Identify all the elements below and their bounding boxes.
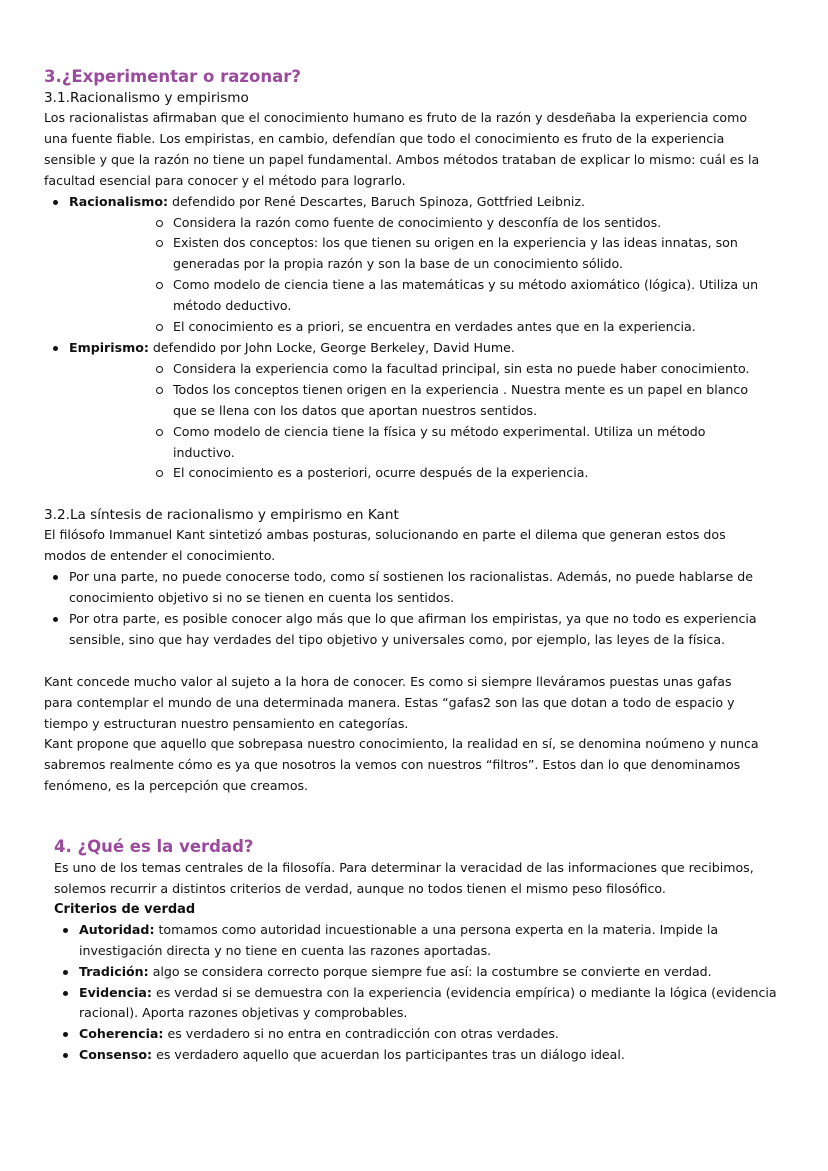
empirismo-label: Empirismo: — [69, 339, 149, 355]
section-4-title: 4. ¿Qué es la verdad? — [54, 837, 254, 856]
list-item-racionalismo — [44, 192, 764, 213]
list-item: Considera la razón como fuente de conocimiento y desconfía de los sentidos. — [148, 213, 764, 234]
empirismo-text: defendido por John Locke, George Berkeley, David Hume. — [148, 339, 515, 355]
doctrine-list — [44, 192, 764, 213]
list-item: Por una parte, no puede conocerse todo, como sí sostienen los racionalistas. Además, no puede hablarse de conocimiento objetivo si no se tienen en cuenta los sentidos. — [44, 567, 764, 609]
criterion-text: algo se considera correcto porque siempre fue así: la costumbre se convierte en verdad. — [148, 963, 712, 979]
criterion-autoridad — [54, 920, 778, 962]
intro-paragraph: Los racionalistas afirmaban que el conocimiento humano es fruto de la razón y desdeñaba la experiencia como una fuente fiable. Los empiristas, en cambio, defendían que todo el conocimiento es fruto de la experiencia sensible y que la razón no tiene un papel fundamental. Ambos métodos trataban de explicar lo mismo: cuál es la facultad esencial para conocer y el método para lograrlo. — [44, 110, 760, 188]
section-experimentar-razonar — [44, 66, 764, 797]
subsection-3-1-title: 3.1.Racionalismo y empirismo — [44, 90, 249, 106]
criterion-label: Tradición: — [79, 963, 149, 979]
verdad-intro-paragraph: Es uno de los temas centrales de la filosofía. Para determinar la veracidad de las informaciones que recibimos, solemos recurrir a distintos criterios de verdad, aunque no todos tienen el mismo peso filosófico. — [54, 860, 754, 896]
criterion-text: es verdad si se demuestra con la experiencia (evidencia empírica) o mediante la lógica (evidencia racional). Aporta razones objetivas y comprobables. — [79, 984, 777, 1021]
criterion-consenso — [54, 1045, 778, 1066]
list-item: Existen dos conceptos: los que tienen su origen en la experiencia y las ideas innatas, son generadas por la propia razón y son la base de un conocimiento sólido. — [148, 233, 764, 275]
criterion-label: Consenso: — [79, 1047, 153, 1063]
racionalismo-sublist — [148, 213, 764, 338]
criterion-text: es verdadero aquello que acuerdan los participantes tras un diálogo ideal. — [152, 1047, 625, 1063]
criterion-label: Evidencia: — [79, 984, 152, 1000]
criterion-tradicion — [54, 962, 778, 983]
doctrine-list — [44, 338, 764, 359]
list-item: Como modelo de ciencia tiene a las matemáticas y su método axiomático (lógica). Utiliza un método deductivo. — [148, 275, 764, 317]
section-que-es-la-verdad — [54, 836, 778, 1066]
criterion-text: es verdadero si no entra en contradicción con otras verdades. — [163, 1026, 559, 1042]
criterion-evidencia — [54, 983, 778, 1025]
kant-intro-paragraph: El filósofo Immanuel Kant sintetizó ambas posturas, solucionando en parte el dilema que generan estos dos modos de entender el conocimiento. — [44, 527, 726, 564]
criterion-label: Coherencia: — [79, 1026, 164, 1042]
list-item: Todos los conceptos tienen origen en la experiencia . Nuestra mente es un papel en blanco que se llena con los datos que aportan nuestros sentidos. — [148, 380, 764, 422]
kant-paragraph-2: Kant propone que aquello que sobrepasa nuestro conocimiento, la realidad en sí, se denomina noúmeno y nunca sabremos realmente cómo es ya que nosotros la vemos con nuestros “filtros”. Estos dan lo que denominamos fenómeno, es la percepción que creamos. — [44, 736, 759, 794]
kant-list — [44, 567, 764, 651]
criterion-text: tomamos como autoridad incuestionable a una persona experta en la materia. Impide la investigación directa y no tiene en cuenta las razones aportadas. — [79, 921, 719, 958]
list-item: El conocimiento es a priori, se encuentra en verdades antes que en la experiencia. — [148, 317, 764, 338]
criterion-coherencia — [54, 1024, 778, 1045]
list-item-empirismo — [44, 338, 764, 359]
racionalismo-label: Racionalismo: — [69, 193, 169, 209]
criteria-title: Criterios de verdad — [54, 901, 196, 917]
criterion-label: Autoridad: — [79, 921, 155, 937]
kant-paragraph-1: Kant concede mucho valor al sujeto a la hora de conocer. Es como si siempre lleváramos puestas unas gafas para contemplar el mundo de una determinada manera. Estas “gafas2 son las que dotan a todo de espacio y tiempo y estructuran nuestro pensamiento en categorías. — [44, 673, 735, 731]
list-item: El conocimiento es a posteriori, ocurre después de la experiencia. — [148, 463, 764, 484]
list-item: Como modelo de ciencia tiene la física y su método experimental. Utiliza un método inductivo. — [148, 422, 764, 464]
list-item: Por otra parte, es posible conocer algo más que lo que afirman los empiristas, ya que no todo es experiencia sensible, sino que hay verdades del tipo objetivo y universales como, por ejemplo, las leyes de la física. — [44, 609, 764, 651]
list-item: Considera la experiencia como la facultad principal, sin esta no puede haber conocimiento. — [148, 359, 764, 380]
subsection-3-2-title: 3.2.La síntesis de racionalismo y empirismo en Kant — [44, 507, 399, 524]
empirismo-sublist — [148, 359, 764, 484]
criteria-list — [54, 920, 778, 1066]
racionalismo-text: defendido por René Descartes, Baruch Spinoza, Gottfried Leibniz. — [168, 193, 586, 209]
section-3-title: 3.¿Experimentar o razonar? — [44, 67, 301, 86]
